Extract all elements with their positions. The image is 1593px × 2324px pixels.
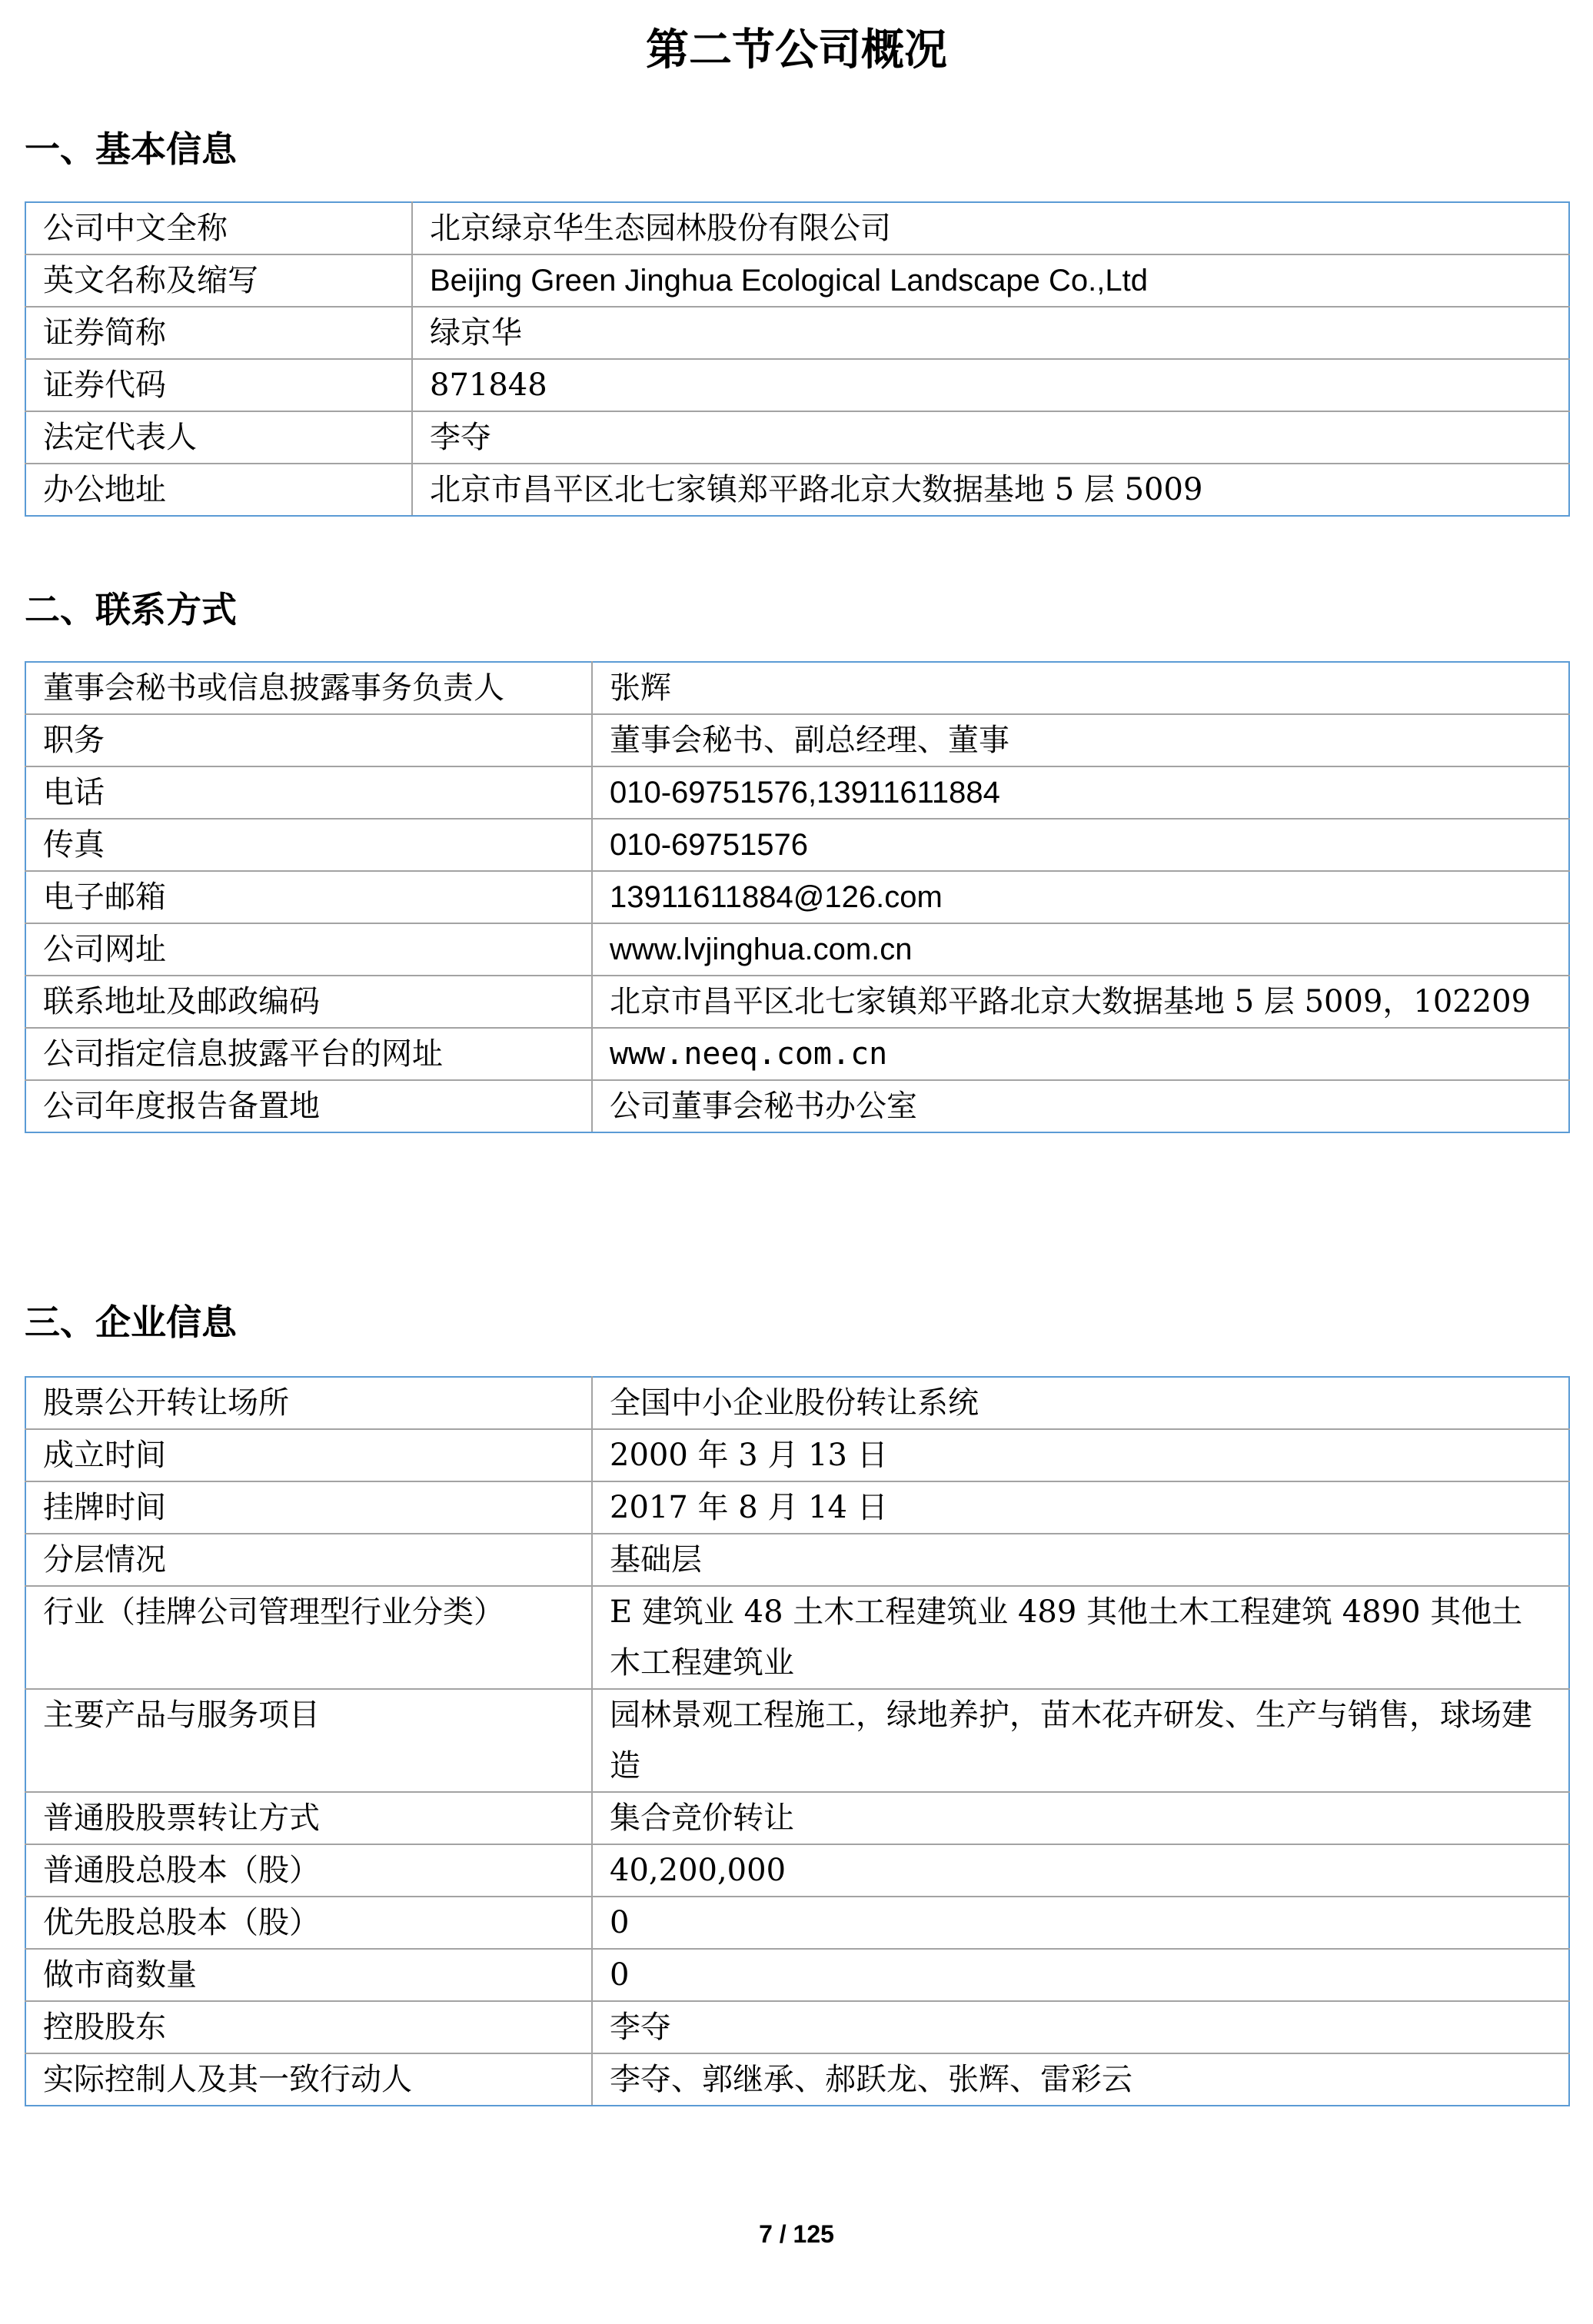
row-label: 传真 bbox=[25, 819, 592, 871]
row-label: 公司指定信息披露平台的网址 bbox=[25, 1028, 592, 1080]
enterprise-table bbox=[25, 1376, 1570, 2106]
row-label: 控股股东 bbox=[25, 2001, 592, 2053]
row-label: 英文名称及缩写 bbox=[25, 254, 412, 307]
table-row bbox=[25, 1028, 1569, 1080]
row-label: 成立时间 bbox=[25, 1429, 592, 1481]
row-value: E 建筑业 48 土木工程建筑业 489 其他土木工程建筑 4890 其他土木工程建筑业 bbox=[592, 1586, 1569, 1689]
row-label: 公司年度报告备置地 bbox=[25, 1080, 592, 1132]
row-label: 电子邮箱 bbox=[25, 871, 592, 923]
table-row bbox=[25, 871, 1569, 923]
row-value: 871848 bbox=[412, 359, 1569, 411]
row-label: 分层情况 bbox=[25, 1534, 592, 1586]
row-label: 普通股总股本（股） bbox=[25, 1844, 592, 1897]
row-label: 做市商数量 bbox=[25, 1949, 592, 2001]
row-value: 北京绿京华生态园林股份有限公司 bbox=[412, 202, 1569, 254]
table-row bbox=[25, 1080, 1569, 1132]
row-label: 股票公开转让场所 bbox=[25, 1377, 592, 1429]
table-row bbox=[25, 819, 1569, 871]
row-value: 园林景观工程施工，绿地养护，苗木花卉研发、生产与销售，球场建造 bbox=[592, 1689, 1569, 1792]
table-row bbox=[25, 307, 1569, 359]
table-row bbox=[25, 1897, 1569, 1949]
row-value: 北京市昌平区北七家镇郑平路北京大数据基地 5 层 5009 bbox=[412, 464, 1569, 516]
table-row bbox=[25, 1949, 1569, 2001]
row-value: 0 bbox=[592, 1949, 1569, 2001]
row-label: 挂牌时间 bbox=[25, 1481, 592, 1534]
row-label: 证券代码 bbox=[25, 359, 412, 411]
row-value: 北京市昌平区北七家镇郑平路北京大数据基地 5 层 5009，102209 bbox=[592, 976, 1569, 1028]
basic-info-table bbox=[25, 201, 1570, 517]
table-row bbox=[25, 2001, 1569, 2053]
table-row bbox=[25, 976, 1569, 1028]
row-label: 优先股总股本（股） bbox=[25, 1897, 592, 1949]
row-label: 普通股股票转让方式 bbox=[25, 1792, 592, 1844]
table-row bbox=[25, 1534, 1569, 1586]
row-label: 行业（挂牌公司管理型行业分类） bbox=[25, 1586, 592, 1689]
row-label: 公司中文全称 bbox=[25, 202, 412, 254]
row-label: 办公地址 bbox=[25, 464, 412, 516]
table-row bbox=[25, 411, 1569, 464]
row-value: 李夺 bbox=[592, 2001, 1569, 2053]
table-row bbox=[25, 1481, 1569, 1534]
row-value: 0 bbox=[592, 1897, 1569, 1949]
row-value: 张辉 bbox=[592, 662, 1569, 714]
row-value: 基础层 bbox=[592, 1534, 1569, 1586]
row-label: 职务 bbox=[25, 714, 592, 766]
row-value: 李夺 bbox=[412, 411, 1569, 464]
row-value: 全国中小企业股份转让系统 bbox=[592, 1377, 1569, 1429]
row-label: 法定代表人 bbox=[25, 411, 412, 464]
row-value: www.neeq.com.cn bbox=[592, 1028, 1569, 1080]
table-row bbox=[25, 2053, 1569, 2106]
section-heading-contact: 二、联系方式 bbox=[25, 589, 237, 630]
row-value: 集合竞价转让 bbox=[592, 1792, 1569, 1844]
row-label: 董事会秘书或信息披露事务负责人 bbox=[25, 662, 592, 714]
table-row bbox=[25, 1586, 1569, 1689]
row-value: 40,200,000 bbox=[592, 1844, 1569, 1897]
row-value: Beijing Green Jinghua Ecological Landscape Co.,Ltd bbox=[412, 254, 1569, 307]
table-row bbox=[25, 714, 1569, 766]
table-row bbox=[25, 662, 1569, 714]
table-row bbox=[25, 202, 1569, 254]
row-value: 董事会秘书、副总经理、董事 bbox=[592, 714, 1569, 766]
section-heading-enterprise: 三、企业信息 bbox=[25, 1302, 237, 1343]
row-label: 电话 bbox=[25, 766, 592, 819]
row-label: 证券简称 bbox=[25, 307, 412, 359]
table-row bbox=[25, 359, 1569, 411]
row-value: 绿京华 bbox=[412, 307, 1569, 359]
table-row bbox=[25, 254, 1569, 307]
row-label: 联系地址及邮政编码 bbox=[25, 976, 592, 1028]
table-row bbox=[25, 1792, 1569, 1844]
section-heading-basic-info: 一、基本信息 bbox=[25, 128, 237, 170]
row-value: 公司董事会秘书办公室 bbox=[592, 1080, 1569, 1132]
row-label: 公司网址 bbox=[25, 923, 592, 976]
contact-table bbox=[25, 661, 1570, 1133]
row-value: 010-69751576 bbox=[592, 819, 1569, 871]
row-value: 010-69751576,13911611884 bbox=[592, 766, 1569, 819]
table-row bbox=[25, 464, 1569, 516]
table-row bbox=[25, 1689, 1569, 1792]
page-number: 7 / 125 bbox=[759, 2220, 834, 2248]
row-value: 2017 年 8 月 14 日 bbox=[592, 1481, 1569, 1534]
table-row bbox=[25, 766, 1569, 819]
row-value: 李夺、郭继承、郝跃龙、张辉、雷彩云 bbox=[592, 2053, 1569, 2106]
table-row bbox=[25, 1429, 1569, 1481]
row-value: www.lvjinghua.com.cn bbox=[592, 923, 1569, 976]
page-title: 第二节公司概况 bbox=[646, 25, 947, 75]
row-value: 13911611884@126.com bbox=[592, 871, 1569, 923]
row-value: 2000 年 3 月 13 日 bbox=[592, 1429, 1569, 1481]
table-row bbox=[25, 1844, 1569, 1897]
table-row bbox=[25, 1377, 1569, 1429]
row-label: 主要产品与服务项目 bbox=[25, 1689, 592, 1792]
table-row bbox=[25, 923, 1569, 976]
row-label: 实际控制人及其一致行动人 bbox=[25, 2053, 592, 2106]
